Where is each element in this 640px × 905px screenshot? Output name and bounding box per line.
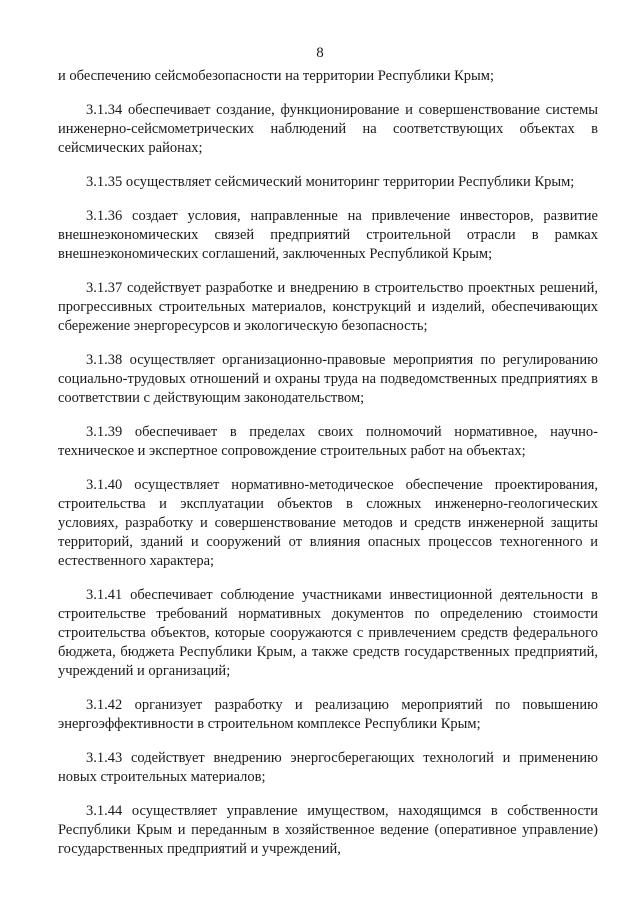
paragraph-3-1-41: 3.1.41 обеспечивает соблюдение участниками инвестиционной деятельности в строительстве требований нормативных документов по определению стоимости строительства объектов, которые сооружаются с привлечением средств федерального бюджета, бюджета Республики Крым, а также средств государственных предприятий, учреждений и организаций; (58, 587, 598, 679)
paragraph-3-1-38: 3.1.38 осуществляет организационно-правовые мероприятия по регулированию социально-трудовых отношений и охраны труда на подведомственных предприятиях в соответствии с действующим законодательством; (58, 352, 598, 406)
paragraph-3-1-44: 3.1.44 осуществляет управление имуществом, находящимся в собственности Республики Крым и переданным в хозяйственное ведение (оперативное управление) государственных предприятий и учреждений, (58, 803, 598, 857)
document-body (58, 67, 598, 874)
paragraph-3-1-43: 3.1.43 содействует внедрению энергосберегающих технологий и применению новых строительных материалов; (58, 750, 598, 785)
paragraph-3-1-37: 3.1.37 содействует разработке и внедрению в строительство проектных решений, прогрессивных строительных материалов, конструкций и изделий, обеспечивающих сбережение энергоресурсов и экологическую безопасность; (58, 280, 598, 334)
paragraph-3-1-42: 3.1.42 организует разработку и реализацию мероприятий по повышению энергоэффективности в строительном комплексе Республики Крым; (58, 697, 598, 732)
paragraph-3-1-36: 3.1.36 создает условия, направленные на привлечение инвесторов, развитие внешнеэкономических связей предприятий строительной отрасли в рамках внешнеэкономических соглашений, заключенных Республикой Крым; (58, 208, 598, 262)
paragraph-3-1-34: 3.1.34 обеспечивает создание, функционирование и совершенствование системы инженерно-сейсмометрических наблюдений на соответствующих объектах в сейсмических районах; (58, 102, 598, 156)
paragraph-3-1-39: 3.1.39 обеспечивает в пределах своих полномочий нормативное, научно-техническое и экспертное сопровождение строительных работ на объектах; (58, 424, 598, 459)
paragraph-3-1-40: 3.1.40 осуществляет нормативно-методическое обеспечение проектирования, строительства и эксплуатации объектов в сложных инженерно-геологических условиях, разработку и совершенствование методов и средств инженерной защиты территорий, зданий и сооружений от влияния опасных процессов техногенного и естественного характера; (58, 477, 598, 569)
page-number: 8 (316, 45, 324, 61)
paragraph-continuation: и обеспечению сейсмобезопасности на территории Республики Крым; (58, 68, 494, 84)
paragraph-3-1-35: 3.1.35 осуществляет сейсмический мониторинг территории Республики Крым; (86, 174, 575, 190)
